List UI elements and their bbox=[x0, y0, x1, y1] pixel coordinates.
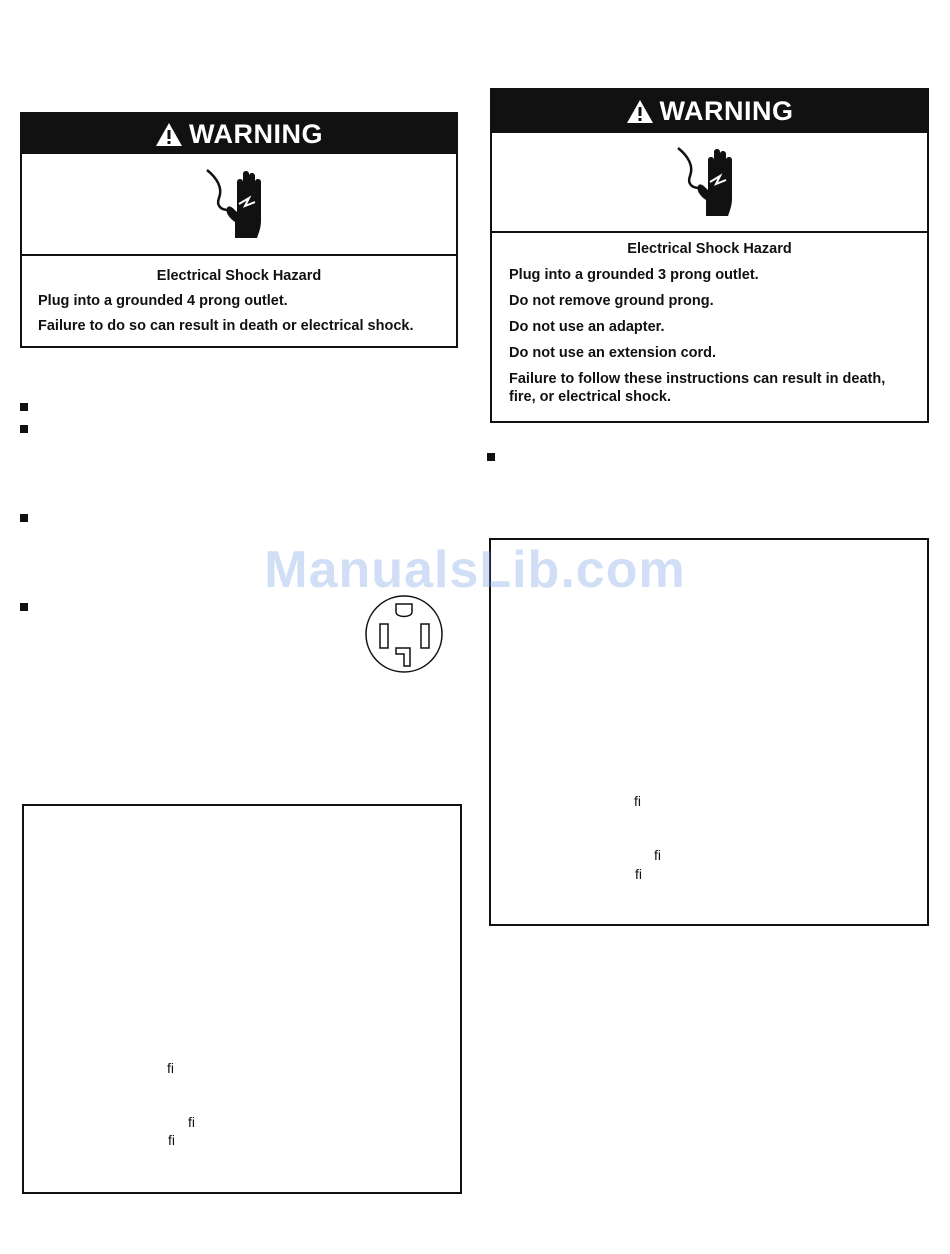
left-warning-body bbox=[22, 268, 456, 334]
bullet bbox=[20, 425, 28, 433]
right-warning-line: Failure to follow these instructions can result in death, bbox=[509, 371, 886, 387]
four-prong-outlet-icon bbox=[364, 594, 444, 674]
right-warning-line: Plug into a grounded 3 prong outlet. bbox=[509, 267, 759, 283]
left-hazard-title: Electrical Shock Hazard bbox=[156, 268, 322, 284]
left-warning-line: Failure to do so can result in death or electrical shock. bbox=[38, 318, 414, 334]
ligature-fi: fi bbox=[167, 1060, 174, 1076]
right-warning-body bbox=[492, 241, 927, 405]
left-warning-box bbox=[20, 112, 458, 348]
watermark: ManualsLib.com bbox=[264, 541, 686, 599]
ligature-fi: fi bbox=[168, 1132, 175, 1148]
ligature-fi: fi bbox=[654, 847, 661, 863]
right-hazard-title: Electrical Shock Hazard bbox=[627, 241, 792, 257]
right-warning-box bbox=[490, 88, 929, 423]
bullet bbox=[20, 403, 28, 411]
bullet bbox=[20, 514, 28, 522]
right-hand-area bbox=[492, 133, 927, 233]
ligature-fi: fi bbox=[188, 1114, 195, 1130]
right-warning-line: Do not use an adapter. bbox=[509, 319, 665, 335]
ligature-fi: fi bbox=[634, 793, 641, 809]
right-warning-title: WARNING bbox=[659, 96, 794, 126]
left-warning-title: WARNING bbox=[189, 118, 323, 149]
electrical-shock-hand-icon bbox=[670, 142, 750, 222]
left-info-box bbox=[22, 804, 462, 1194]
bullet bbox=[20, 603, 28, 611]
left-warning-header bbox=[22, 114, 456, 154]
warning-triangle-icon bbox=[155, 122, 183, 147]
right-warning-line: Do not remove ground prong. bbox=[509, 293, 714, 309]
warning-triangle-icon bbox=[626, 99, 654, 124]
right-warning-header bbox=[492, 90, 927, 133]
left-warning-line: Plug into a grounded 4 prong outlet. bbox=[38, 293, 288, 309]
ligature-fi: fi bbox=[635, 866, 642, 882]
right-warning-line: fire, or electrical shock. bbox=[509, 389, 671, 405]
left-hand-area bbox=[22, 154, 456, 256]
bullet bbox=[487, 453, 495, 461]
electrical-shock-hand-icon bbox=[199, 164, 279, 244]
right-warning-line: Do not use an extension cord. bbox=[509, 345, 717, 361]
